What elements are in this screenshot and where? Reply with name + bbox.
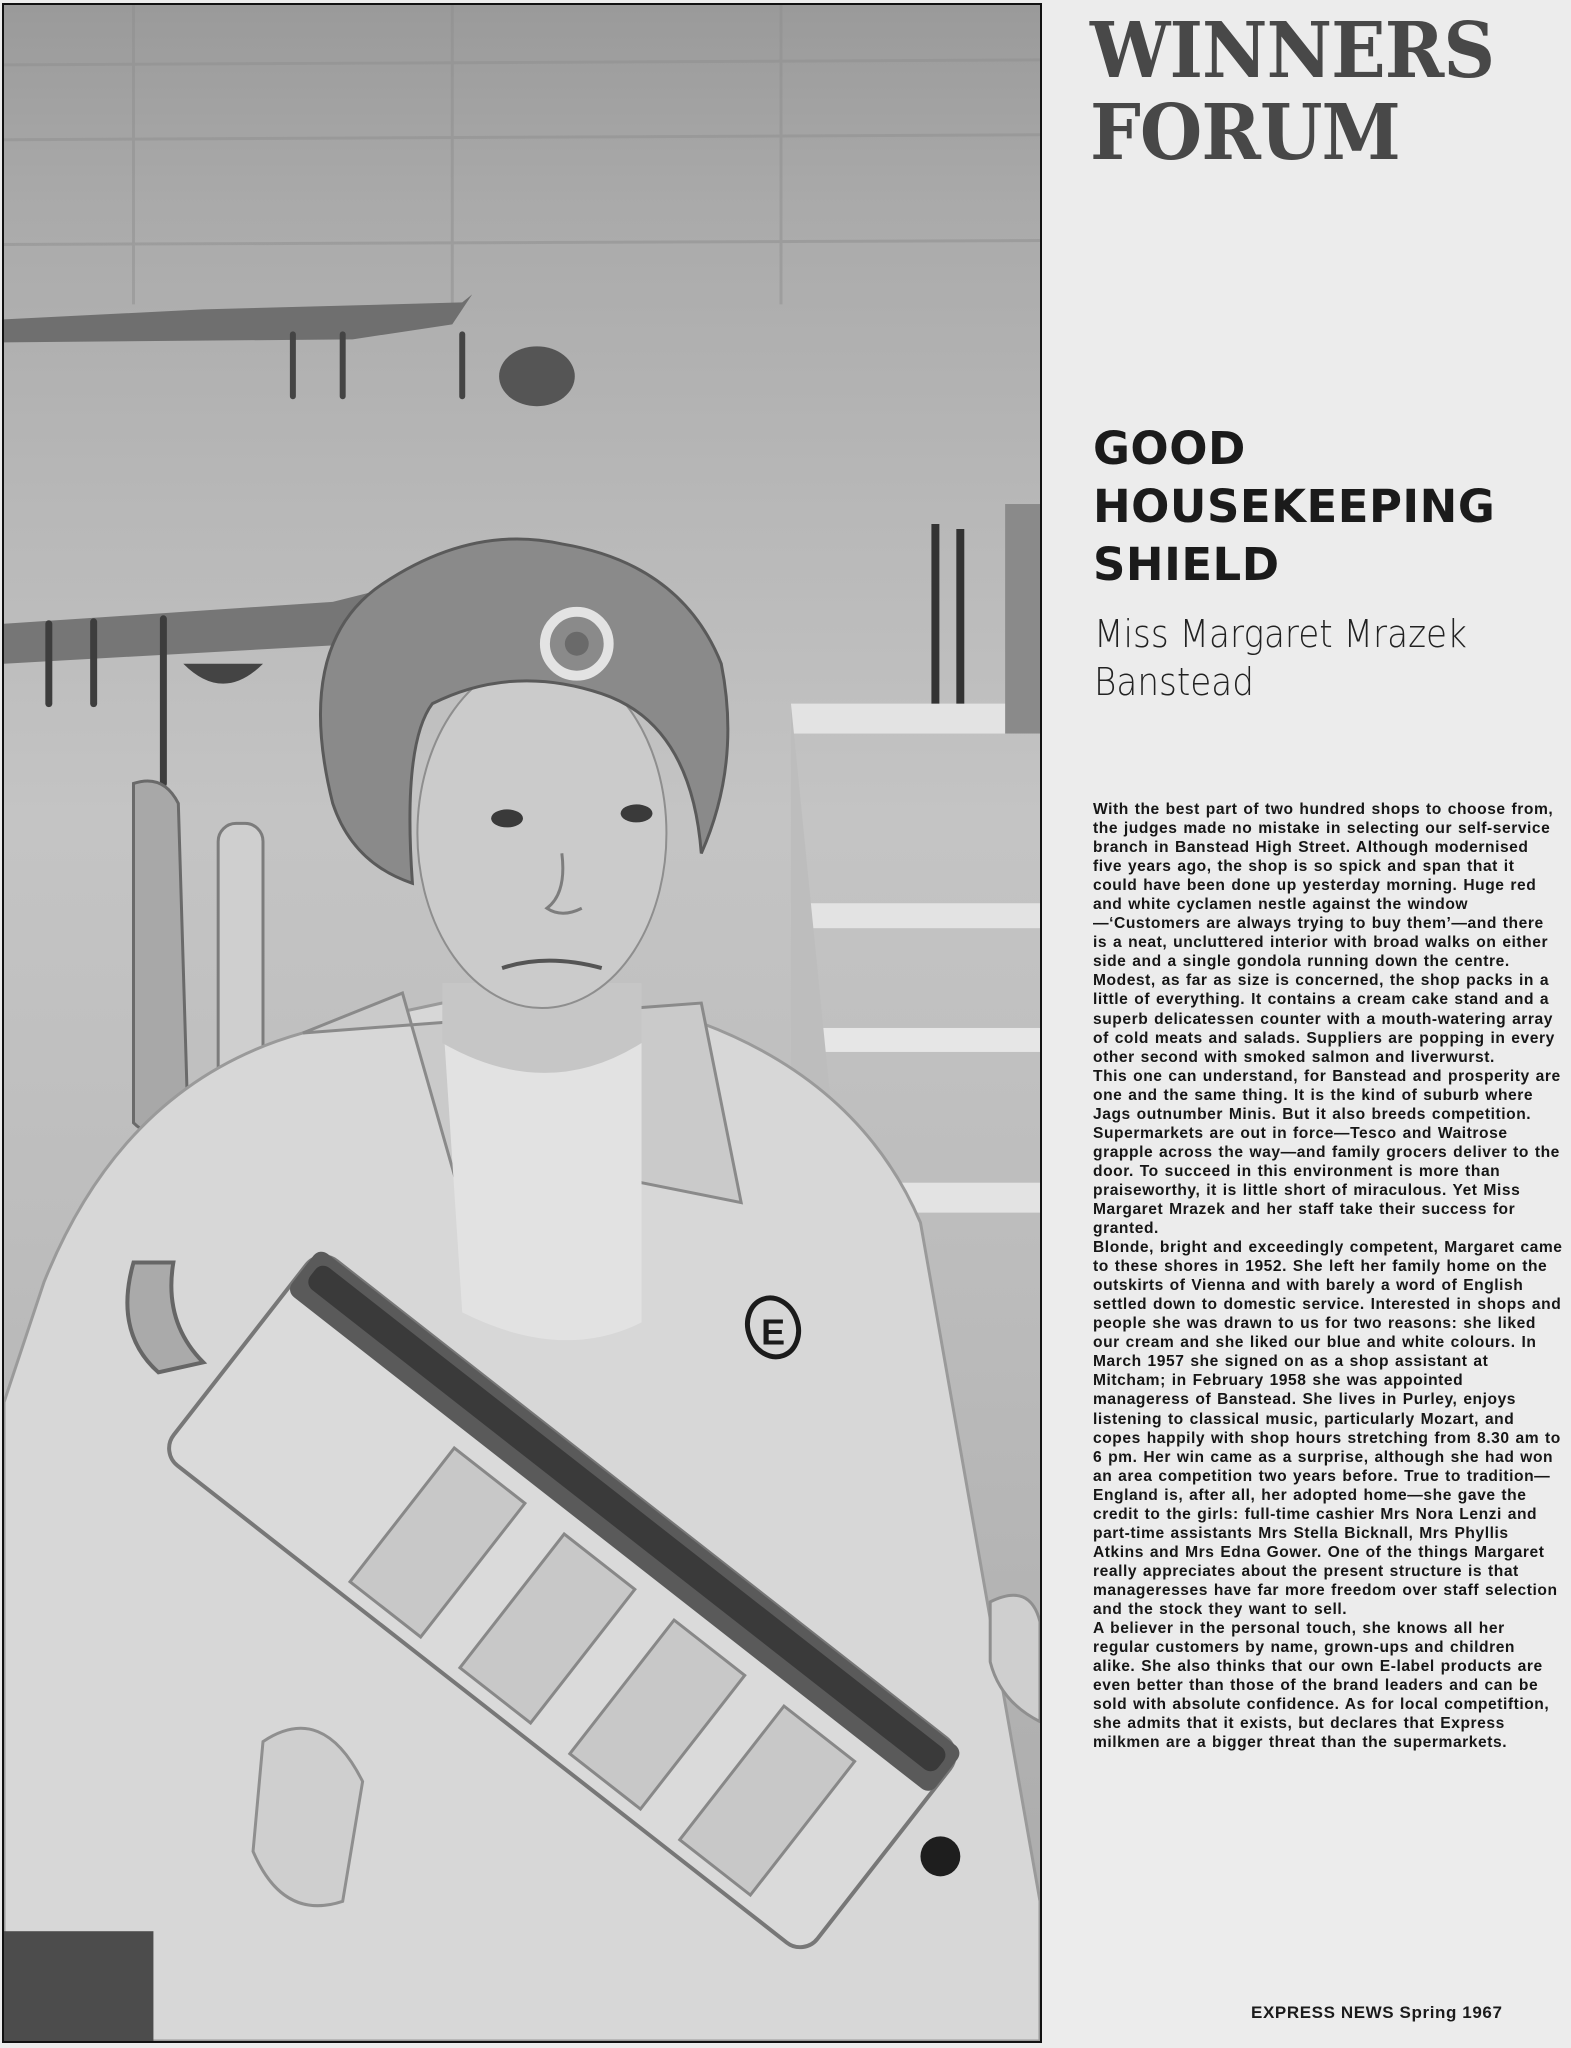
portrait-photo: [2, 3, 1042, 2043]
article-title: [1093, 420, 1495, 594]
title-line-2: HOUSEKEEPING: [1093, 480, 1496, 533]
winner-name: Miss Margaret Mrazek: [1094, 612, 1467, 656]
winner-branch: Banstead: [1094, 660, 1254, 704]
article-body: [1093, 800, 1563, 1752]
winner-byline: [1094, 610, 1467, 706]
publication-footer: EXPRESS NEWS Spring 1967: [1251, 2003, 1503, 2022]
masthead: [1090, 6, 1527, 178]
masthead-line-2: FORUM: [1090, 88, 1400, 178]
paragraph-4: A believer in the personal touch, she knows all her regular customers by name, grown-ups and children alike. She also thinks that our own E-label products are even better than those of the brand leaders and can be sold with absolute confidence. As for local competiftion, she admits that it exists, but declares that Express milkmen are a bigger threat than the supermarkets.: [1093, 1620, 1550, 1752]
title-line-3: SHIELD: [1093, 538, 1280, 591]
paragraph-1: With the best part of two hundred shops to choose from, the judges made no mistake in selecting our self-service branch in Banstead High Street. Although modernised five years ago, the shop is so spick and span that it could have been done up yesterday morning. Huge red and white cyclamen nestle against the window—‘Customers are always trying to buy them’—and there is a neat, uncluttered interior with broad walks on either side and a single gondola running down the centre. Modest, as far as size is concerned, the shop packs in a little of everything. It contains a cream cake stand and a superb delicatessen counter with a mouth-watering array of cold meats and salads. Suppliers are popping in every other second with smoked salmon and liverwurst.: [1093, 801, 1555, 1066]
paragraph-2: This one can understand, for Banstead and prosperity are one and the same thing. It is the kind of suburb where Jags outnumber Minis. But it also breeds competition. Supermarkets are out in force—Tesco and Waitrose grapple across the way—and family grocers deliver to the door. To succeed in this environment is more than praiseworthy, it is little short of miraculous. Yet Miss Margaret Mrazek and her staff take their success for granted.: [1093, 1067, 1561, 1238]
paragraph-3: Blonde, bright and exceedingly competent, Margaret came to these shores in 1952. She left her family home on the outskirts of Vienna and with barely a word of English settled down to domestic service. Interested in shops and people she was drawn to us for two reasons: she liked our cream and she liked our blue and white colours. In March 1957 she signed on as a shop assistant at Mitcham; in February 1958 she was appointed manageress of Banstead. She lives in Purley, enjoys listening to classical music, particularly Mozart, and copes happily with shop hours stretching from 8.30 am to 6 pm. Her win came as a surprise, although she had won an area competition two years before. True to tradition—England is, after all, her adopted home—she gave the credit to the girls: full-time cashier Mrs Nora Lenzi and part-time assistants Mrs Stella Bicknall, Mrs Phyllis Atkins and Mrs Edna Gower. One of the things Margaret really appreciates about the present structure is that manageresses have far more freedom over staff selection and the stock they want to sell.: [1093, 1239, 1563, 1618]
photo-illustration: [4, 5, 1040, 2041]
masthead-line-1: WINNERS: [1090, 6, 1495, 96]
title-line-1: GOOD: [1093, 422, 1246, 475]
e-badge-letter: E: [761, 1312, 785, 1353]
